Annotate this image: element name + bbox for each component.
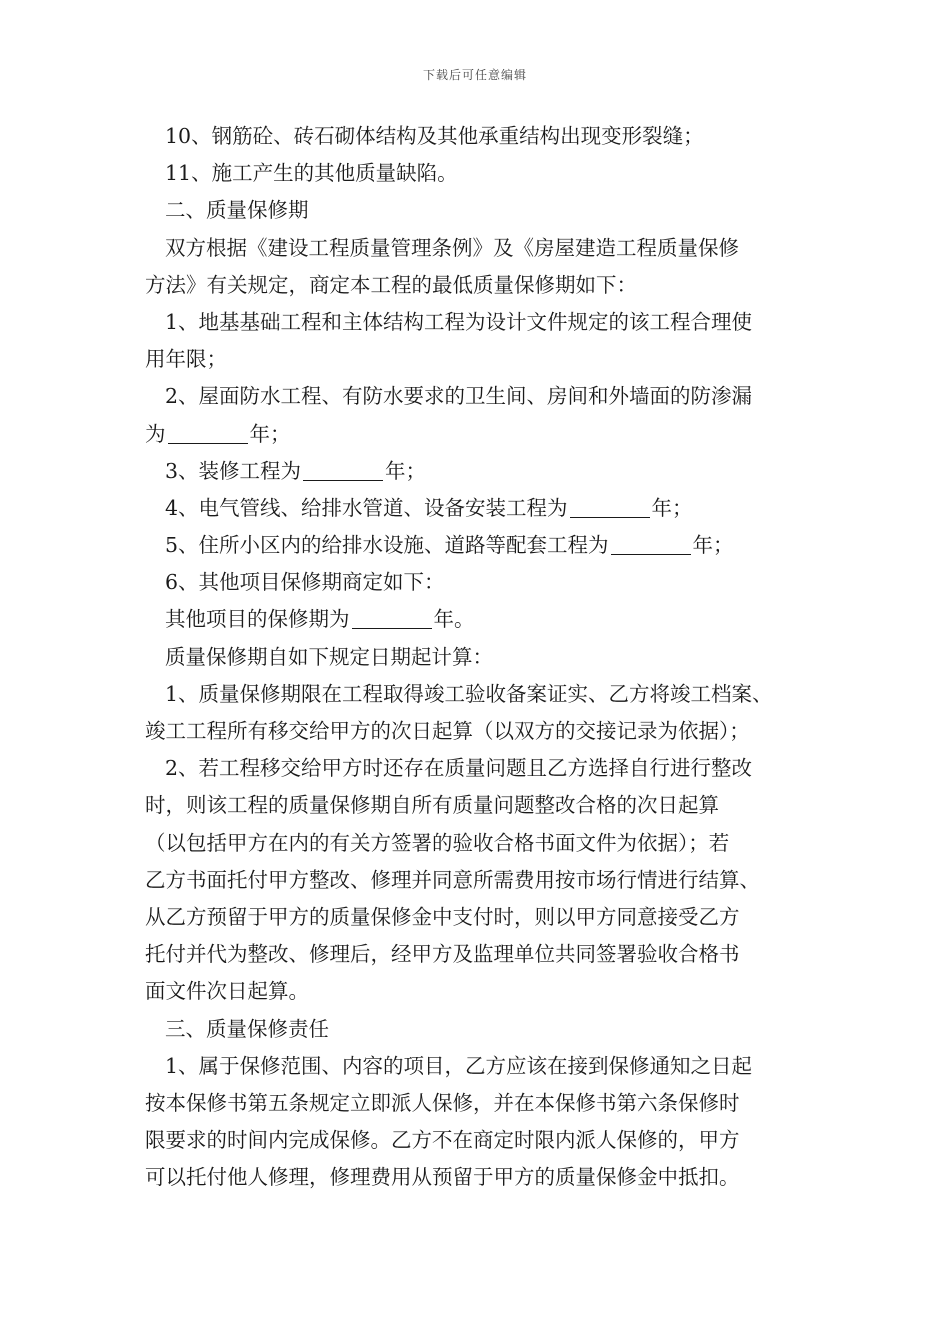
paragraph-line	[145, 490, 817, 527]
paragraph-line: 限要求的时间内完成保修。乙方不在商定时限内派人保修的，甲方	[145, 1128, 740, 1153]
paragraph-line: 面文件次日起算。	[145, 979, 309, 1004]
paragraph-line: 二、质量保修期	[165, 198, 309, 223]
paragraph-line: 双方根据《建设工程质量管理条例》及《房屋建造工程质量保修	[165, 235, 739, 260]
fill-in-blank	[303, 459, 383, 481]
paragraph-line: 从乙方预留于甲方的质量保修金中支付时，则以甲方同意接受乙方	[145, 904, 740, 929]
paragraph-line: 时，则该工程的质量保修期自所有质量问题整改合格的次日起算	[145, 793, 719, 818]
paragraph-line: 用年限；	[145, 347, 227, 372]
paragraph-line	[145, 601, 817, 638]
paragraph-line: 可以托付他人修理，修理费用从预留于甲方的质量保修金中抵扣。	[145, 1165, 740, 1190]
paragraph-line	[145, 453, 817, 490]
fill-in-blank	[168, 422, 248, 444]
paragraph-line	[145, 527, 817, 564]
paragraph-line: 10、钢筋砼、砖石砌体结构及其他承重结构出现变形裂缝；	[165, 124, 704, 148]
paragraph-line: 质量保修期自如下规定日期起计算：	[165, 644, 493, 669]
paragraph-line: 1、属于保修范围、内容的项目，乙方应该在接到保修通知之日起	[165, 1053, 753, 1078]
paragraph-line: 6、其他项目保修期商定如下：	[165, 570, 445, 595]
paragraph-line: 1、质量保修期限在工程取得竣工验收备案证实、乙方将竣工档案、	[165, 681, 773, 706]
line-text-pre: 其他项目的保修期为	[165, 607, 350, 632]
line-text-post: 年；	[385, 458, 427, 483]
paragraph-line: （以包括甲方在内的有关方签署的验收合格书面文件为依据）；若	[145, 830, 730, 855]
line-text-post: 年；	[651, 495, 693, 520]
paragraph-line: 竣工工程所有移交给甲方的次日起算（以双方的交接记录为依据）；	[145, 719, 750, 743]
paragraph-line: 2、屋面防水工程、有防水要求的卫生间、房间和外墙面的防渗漏	[165, 384, 753, 409]
line-text-pre: 4、电气管线、给排水管道、设备安装工程为	[165, 495, 568, 520]
paragraph-line: 1、地基基础工程和主体结构工程为设计文件规定的该工程合理使	[165, 309, 753, 334]
paragraph-line: 按本保修书第五条规定立即派人保修，并在本保修书第六条保修时	[145, 1090, 740, 1115]
line-text-post: 年；	[249, 421, 291, 446]
page-header: 下载后可任意编辑	[422, 68, 527, 82]
paragraph-line: 11、施工产生的其他质量缺陷。	[165, 161, 458, 186]
paragraph-line	[145, 416, 817, 453]
line-text-post: 年；	[692, 533, 734, 558]
document-body	[145, 118, 817, 1196]
line-text-pre: 为	[145, 421, 166, 446]
paragraph-line: 方法》有关规定，商定本工程的最低质量保修期如下：	[145, 272, 637, 297]
paragraph-line: 乙方书面托付甲方整改、修理并同意所需费用按市场行情进行结算、	[145, 867, 760, 892]
line-text-pre: 3、装修工程为	[165, 458, 302, 483]
fill-in-blank	[352, 608, 432, 630]
fill-in-blank	[611, 534, 691, 556]
paragraph-line: 2、若工程移交给甲方时还存在质量问题且乙方选择自行进行整改	[165, 756, 753, 781]
fill-in-blank	[570, 496, 650, 518]
paragraph-line: 托付并代为整改、修理后，经甲方及监理单位共同签署验收合格书	[145, 942, 740, 967]
paragraph-line: 三、质量保修责任	[165, 1016, 329, 1041]
line-text-pre: 5、住所小区内的给排水设施、道路等配套工程为	[165, 533, 609, 558]
line-text-post: 年。	[433, 607, 475, 632]
